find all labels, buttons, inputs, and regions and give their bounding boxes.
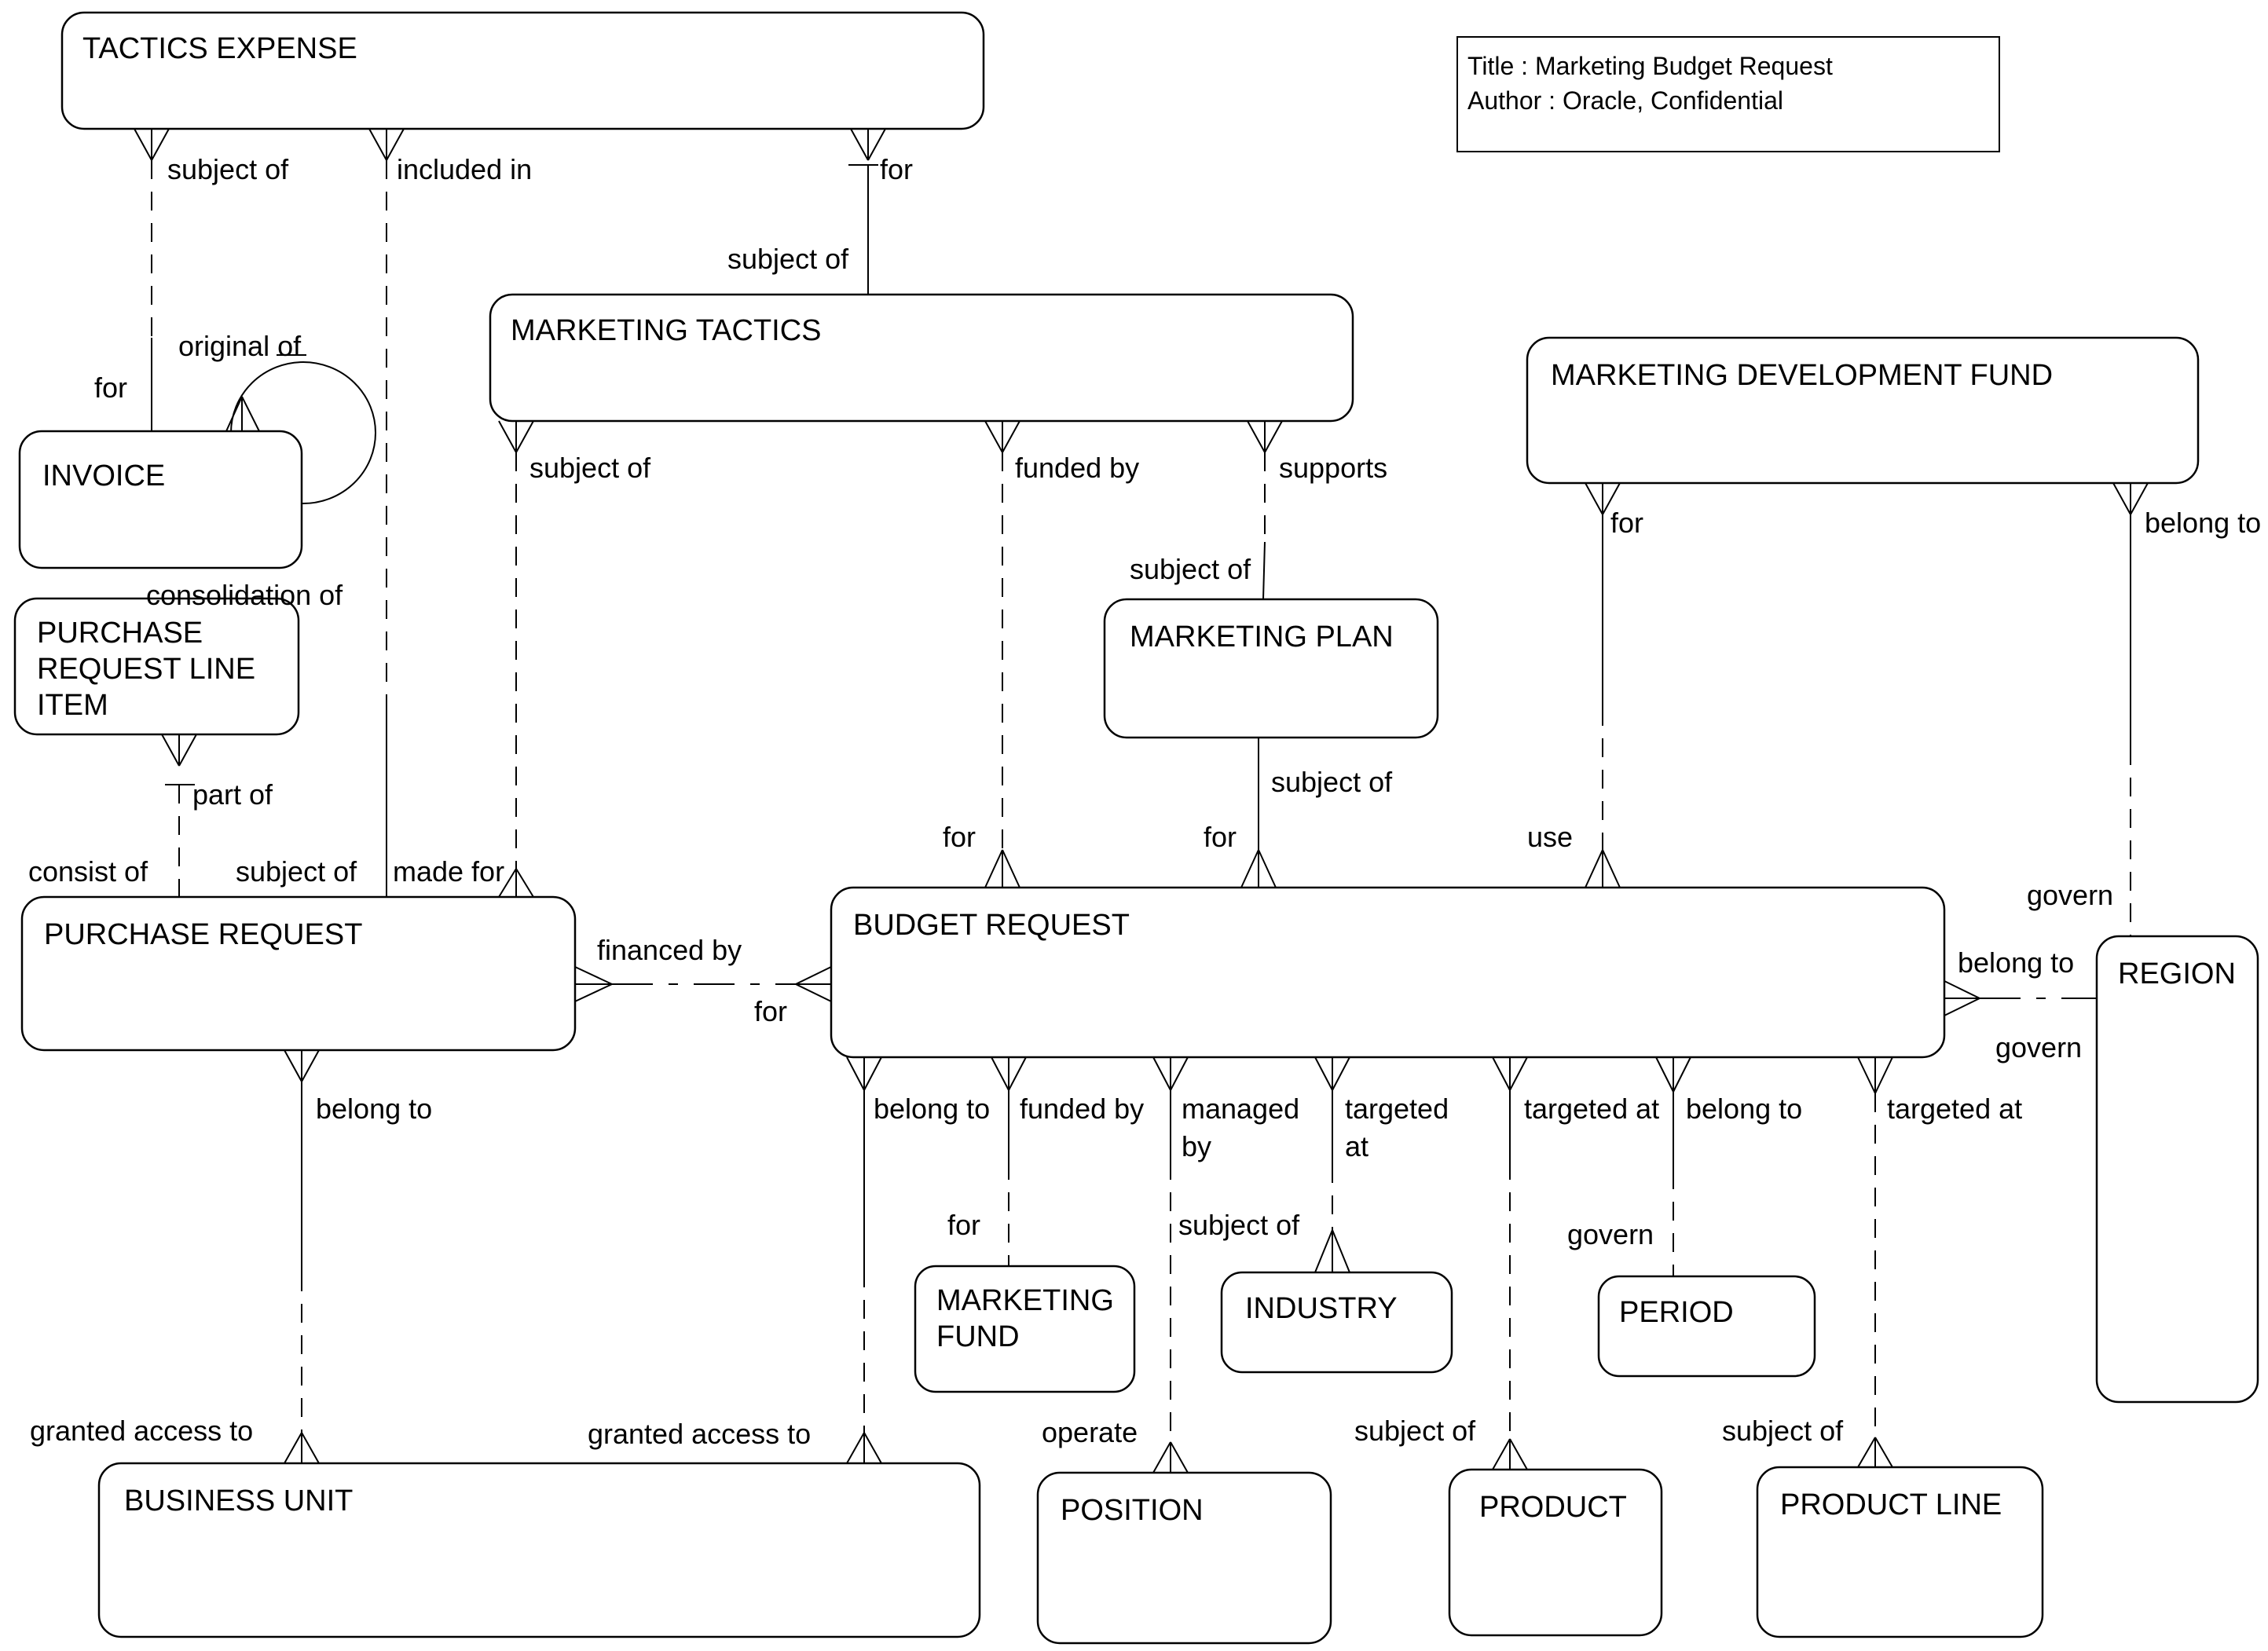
entity-marketing-development-fund[interactable] bbox=[1527, 338, 2198, 483]
entity-marketing-plan[interactable] bbox=[1105, 599, 1438, 738]
entity-position[interactable] bbox=[1038, 1473, 1331, 1643]
rel-label-pr-made-for: made for bbox=[393, 855, 505, 888]
rel-marketing-tactics-marketing-plan bbox=[1248, 421, 1282, 599]
rel-marketing-tactics-budget-request bbox=[985, 421, 1020, 888]
rel-label-te-included-in: included in bbox=[397, 153, 533, 185]
rel-label-mdf-belong-to: belong to bbox=[2145, 507, 2262, 539]
entity-label-line1: MARKETING bbox=[936, 1284, 1114, 1317]
entity-budget-request[interactable] bbox=[831, 888, 1944, 1057]
entity-label: REGION bbox=[2118, 957, 2236, 990]
rel-label-financed-by: financed by bbox=[597, 934, 742, 966]
title-box bbox=[1457, 37, 1999, 152]
crowfoot-product-subject-of bbox=[1493, 1439, 1527, 1470]
diagram-title: Title : Marketing Budget Request bbox=[1467, 52, 1833, 80]
crowfoot-br-belong-to-2 bbox=[1656, 1057, 1691, 1092]
crowfoot-br-targeted-at-2 bbox=[1493, 1057, 1527, 1090]
entity-marketing-tactics[interactable] bbox=[490, 295, 1353, 421]
rel-label-br-targeted-at-2: targeted at bbox=[1524, 1093, 1660, 1125]
entity-label: PRODUCT LINE bbox=[1780, 1488, 2002, 1521]
entity-label: TACTICS EXPENSE bbox=[82, 32, 357, 65]
entity-label: PURCHASE REQUEST bbox=[44, 918, 363, 951]
rel-label-region-belong-to: belong to bbox=[1958, 946, 2075, 979]
rel-label-invoice-consolidation-of: consolidation of bbox=[146, 579, 343, 611]
rel-label-br-managed-by: by bbox=[1182, 1130, 1212, 1162]
rel-label-product-line-subject-of: subject of bbox=[1722, 1415, 1844, 1447]
rel-label-region-govern-bottom: govern bbox=[1995, 1031, 2083, 1063]
rel-budget-request-product bbox=[1493, 1057, 1527, 1470]
rel-label-br-targeted: targeted bbox=[1345, 1093, 1449, 1125]
crowfoot-position-operate bbox=[1153, 1442, 1188, 1473]
rel-label-br-top-for-right: for bbox=[1204, 821, 1237, 853]
entity-label-line3: ITEM bbox=[37, 689, 108, 722]
entity-label: BUDGET REQUEST bbox=[853, 909, 1130, 942]
crowfoot-bu-granted-1 bbox=[284, 1433, 319, 1463]
crowfoot-industry-subject-of bbox=[1315, 1230, 1350, 1272]
rel-label-mt-subject-of: subject of bbox=[529, 452, 651, 484]
entity-invoice[interactable] bbox=[20, 431, 302, 568]
rel-purchase-request-business-unit bbox=[284, 1050, 319, 1463]
entity-purchase-request-line-item[interactable] bbox=[15, 599, 299, 734]
crowfoot-bu-granted-2 bbox=[847, 1433, 881, 1463]
entity-box[interactable] bbox=[2097, 936, 2258, 1402]
rel-label-mp-bottom-subject-of: subject of bbox=[1271, 766, 1393, 798]
crowfoot-mt-supports bbox=[1248, 421, 1282, 452]
entity-marketing-fund[interactable] bbox=[915, 1266, 1134, 1392]
rel-label-mt-funded-by: funded by bbox=[1015, 452, 1140, 484]
rel-label-position-operate: operate bbox=[1042, 1416, 1138, 1448]
crowfoot-br-funded-by bbox=[991, 1057, 1026, 1090]
rel-prli-purchase-request bbox=[162, 734, 196, 897]
crowfoot-br-managed-by bbox=[1153, 1057, 1188, 1090]
rel-label-prli-part-of: part of bbox=[192, 778, 273, 811]
entity-region[interactable] bbox=[2097, 936, 2258, 1402]
rel-tactics-expense-invoice bbox=[134, 129, 169, 431]
crowfoot-br-belong-to-1 bbox=[847, 1057, 881, 1090]
rel-label-br-targeted-at-3: targeted at bbox=[1887, 1093, 2023, 1125]
crowfoot-br-targeted-at-3 bbox=[1858, 1057, 1892, 1093]
crowfoot-te-subject-of bbox=[134, 129, 169, 160]
rel-label-mdf-for: for bbox=[1610, 507, 1644, 539]
rel-label-bu-granted-access-2: granted access to bbox=[588, 1418, 812, 1450]
rel-purchase-request-budget-request bbox=[575, 967, 831, 1001]
entity-label: INDUSTRY bbox=[1245, 1292, 1398, 1325]
crowfoot-br-region-belong-to bbox=[1944, 981, 1980, 1016]
entity-label: MARKETING DEVELOPMENT FUND bbox=[1551, 359, 2054, 392]
rel-budget-request-period bbox=[1656, 1057, 1691, 1276]
rel-mdf-budget-request bbox=[1585, 483, 1620, 888]
rel-label-te-for: for bbox=[880, 153, 914, 185]
rel-label-br-top-for-left: for bbox=[943, 821, 976, 853]
crowfoot-mt-funded-by bbox=[985, 421, 1020, 452]
entity-label-line2: REQUEST LINE bbox=[37, 653, 256, 686]
crowfoot-mt-subject-of bbox=[499, 421, 533, 452]
crowfoot-pr-financed-by bbox=[575, 967, 612, 1001]
rel-budget-request-region bbox=[1944, 981, 2097, 1016]
entity-label: PRODUCT bbox=[1479, 1491, 1627, 1524]
rel-label-br-top-use: use bbox=[1527, 821, 1574, 853]
entity-purchase-request[interactable] bbox=[22, 897, 575, 1050]
rel-mdf-region bbox=[2113, 483, 2148, 936]
crowfoot-br-use bbox=[1585, 850, 1620, 888]
rel-label-financed-by-for: for bbox=[754, 995, 788, 1027]
crowfoot-prli-part-of bbox=[162, 734, 196, 766]
entity-box[interactable] bbox=[62, 13, 984, 129]
crowfoot-br-financed-for bbox=[796, 967, 831, 1001]
crowfoot-pr-belong-to bbox=[284, 1050, 319, 1082]
entity-tactics-expense[interactable] bbox=[62, 13, 984, 129]
entity-industry[interactable] bbox=[1222, 1272, 1452, 1372]
rel-budget-request-marketing-fund bbox=[991, 1057, 1026, 1266]
rel-label-mp-top-subject-of: subject of bbox=[1130, 553, 1251, 585]
entity-box[interactable] bbox=[20, 431, 302, 568]
entity-period[interactable] bbox=[1599, 1276, 1815, 1376]
rel-label-te-subject-of: subject of bbox=[167, 153, 289, 185]
rel-label-mt-top-subject-of: subject of bbox=[727, 243, 849, 275]
entity-label: INVOICE bbox=[42, 459, 166, 492]
rel-line-solid bbox=[1263, 542, 1265, 599]
rel-marketing-tactics-purchase-request bbox=[499, 421, 533, 897]
entity-label-line2: FUND bbox=[936, 1320, 1020, 1353]
rel-label-mf-for: for bbox=[947, 1209, 981, 1241]
rel-label-product-subject-of: subject of bbox=[1354, 1415, 1476, 1447]
entity-label: POSITION bbox=[1061, 1494, 1204, 1527]
rel-label-br-targeted-at: at bbox=[1345, 1130, 1369, 1162]
rel-label-pr-subject-of: subject of bbox=[236, 855, 357, 888]
entity-label: BUSINESS UNIT bbox=[124, 1484, 354, 1517]
crowfoot-br-targeted-at-1 bbox=[1315, 1057, 1350, 1090]
rel-label-region-govern-top: govern bbox=[2027, 879, 2114, 911]
rel-label-pr-belong-to: belong to bbox=[316, 1093, 433, 1125]
rel-budget-request-industry bbox=[1315, 1057, 1350, 1272]
entity-product[interactable] bbox=[1449, 1470, 1662, 1635]
rel-label-invoice-for: for bbox=[94, 372, 128, 404]
rel-label-br-belong-to-1: belong to bbox=[874, 1093, 991, 1125]
rel-label-br-belong-to-2: belong to bbox=[1686, 1093, 1803, 1125]
rel-label-pr-consist-of: consist of bbox=[28, 855, 148, 888]
entity-label-line1: PURCHASE bbox=[37, 617, 203, 650]
entity-business-unit[interactable] bbox=[99, 1463, 980, 1637]
rel-label-bu-granted-access-1: granted access to bbox=[30, 1415, 254, 1447]
rel-label-mt-supports: supports bbox=[1279, 452, 1388, 484]
rel-marketing-plan-budget-request bbox=[1241, 738, 1276, 888]
crowfoot-br-for-left bbox=[985, 850, 1020, 888]
rel-label-period-govern: govern bbox=[1567, 1218, 1654, 1250]
rel-tactics-expense-purchase-request bbox=[369, 129, 404, 897]
entity-label: MARKETING TACTICS bbox=[511, 314, 822, 347]
diagram-author: Author : Oracle, Confidential bbox=[1467, 86, 1783, 115]
crowfoot-br-for-right bbox=[1241, 850, 1276, 888]
crowfoot-product-line-subject-of bbox=[1858, 1437, 1892, 1467]
rel-label-br-funded-by: funded by bbox=[1020, 1093, 1145, 1125]
rel-label-br-managed: managed bbox=[1182, 1093, 1300, 1125]
rel-label-invoice-original-of: original of bbox=[178, 330, 302, 362]
rel-label-industry-subject-of: subject of bbox=[1178, 1209, 1300, 1241]
entity-label: MARKETING PLAN bbox=[1130, 620, 1394, 653]
crowfoot-mdf-belong-to bbox=[2113, 483, 2148, 514]
entity-label: PERIOD bbox=[1619, 1296, 1734, 1329]
entity-product-line[interactable] bbox=[1757, 1467, 2043, 1637]
